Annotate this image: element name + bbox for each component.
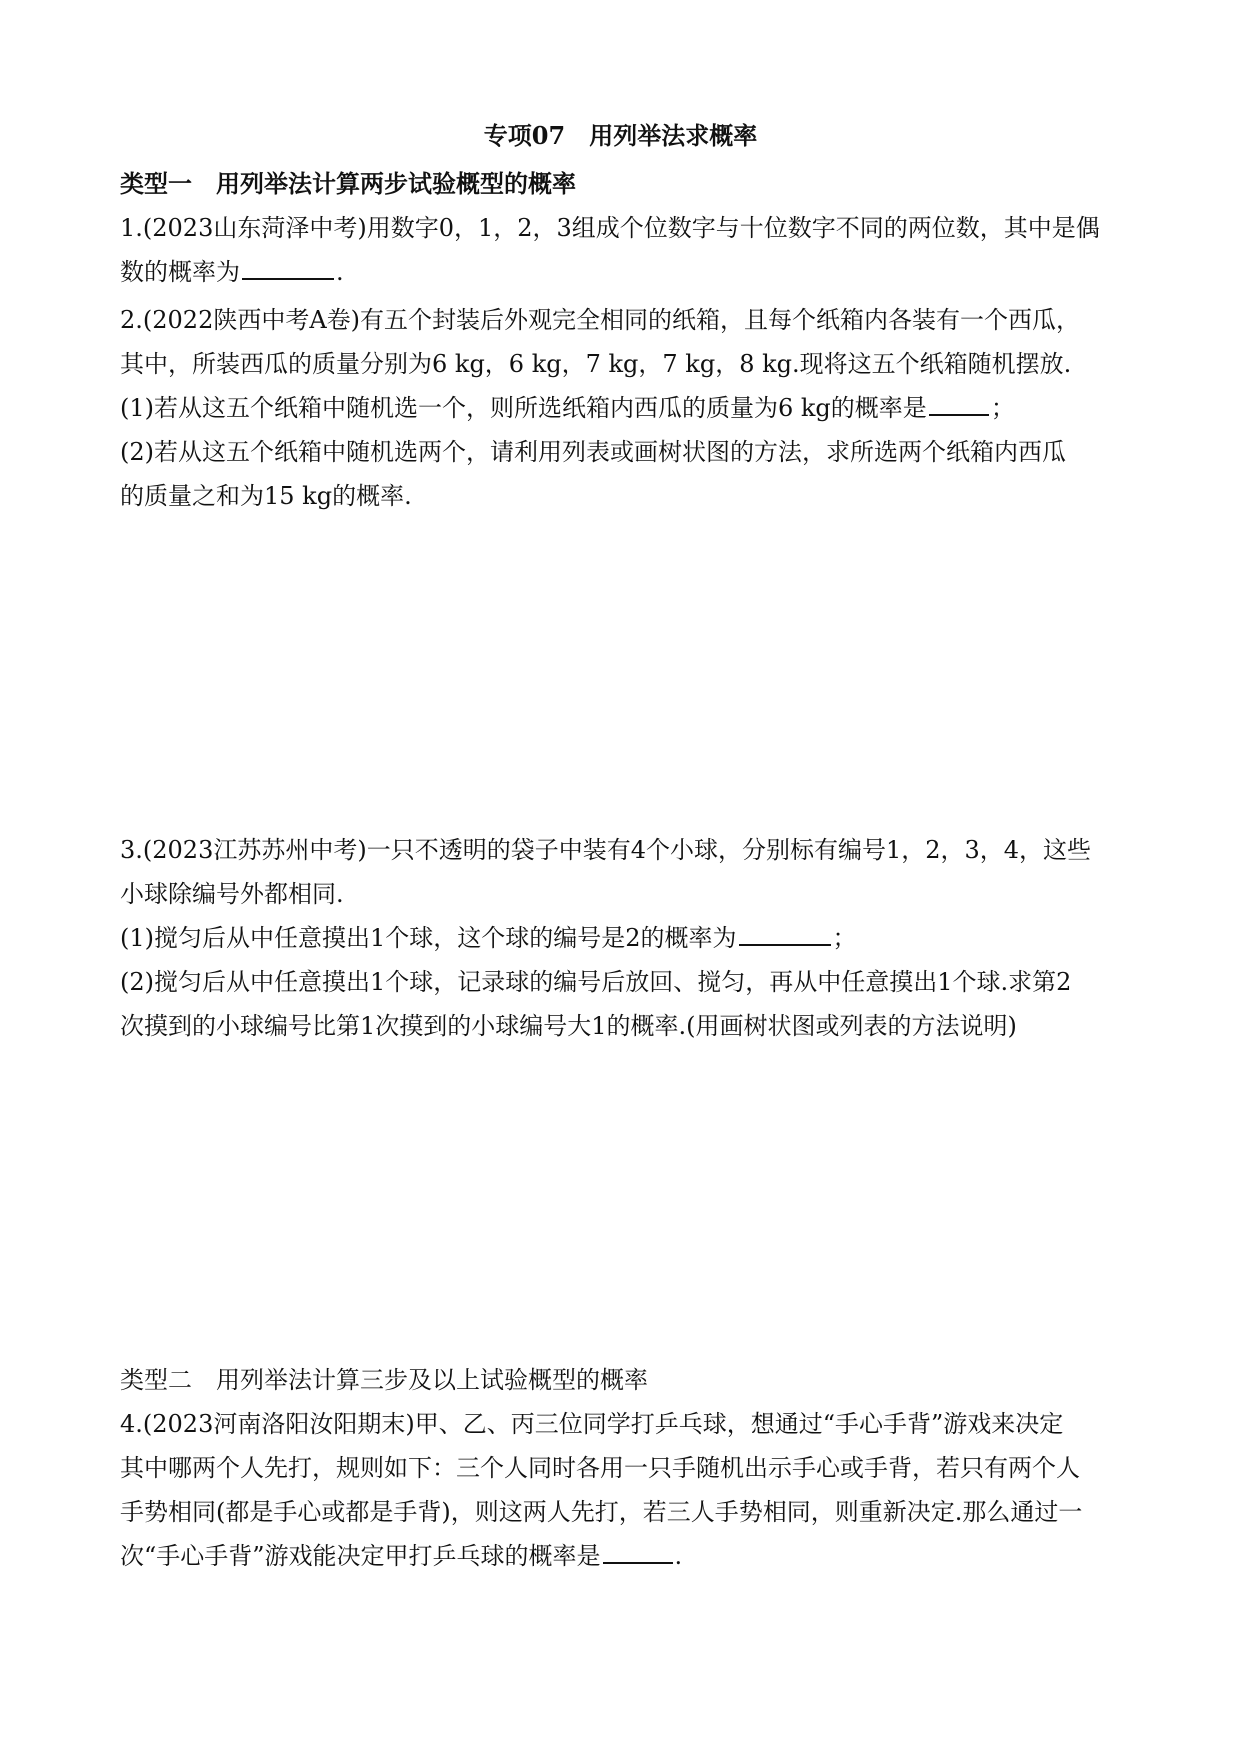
q1-line2-end: .	[336, 258, 344, 286]
answer-blank-q2-1[interactable]	[929, 413, 989, 416]
q3-sub2-line2: 次摸到的小球编号比第1次摸到的小球编号大1的概率.(用画树状图或列表的方法说明)	[120, 1012, 1017, 1040]
q2-line1: 2.(2022陕西中考A卷)有五个封装后外观完全相同的纸箱，且每个纸箱内各装有一个西瓜，	[120, 306, 1081, 334]
q2-line2: 其中，所装西瓜的质量分别为6 kg，6 kg，7 kg，7 kg，8 kg.现将这五个纸箱随机摆放.	[120, 350, 1072, 378]
q3-line1: 3.(2023江苏苏州中考)一只不透明的袋子中装有4个小球，分别标有编号1，2，3，4，这些	[120, 836, 1092, 864]
q2-sub1-text: (1)若从这五个纸箱中随机选一个，则所选纸箱内西瓜的质量为6 kg的概率是	[120, 394, 927, 422]
type2-heading: 类型二 用列举法计算三步及以上试验概型的概率	[120, 1366, 648, 1394]
q4-line4	[120, 1534, 1130, 1578]
answer-blank-q1[interactable]	[242, 277, 334, 280]
q1-line1: 1.(2023山东菏泽中考)用数字0，1，2，3组成个位数字与十位数字不同的两位数，其中是偶	[120, 214, 1100, 242]
q4-line4-text: 次“手心手背”游戏能决定甲打乒乓球的概率是	[120, 1542, 601, 1570]
type1-section	[120, 166, 1130, 202]
page-title: 专项07 用列举法求概率	[483, 121, 758, 150]
q4-line4-end: .	[674, 1542, 683, 1570]
q4-line2: 其中哪两个人先打，规则如下：三个人同时各用一只手随机出示手心或手背，若只有两个人	[120, 1454, 1080, 1482]
q3-sub2-line1: (2)搅匀后从中任意摸出1个球，记录球的编号后放回、搅匀，再从中任意摸出1个球.求第2	[120, 968, 1072, 996]
type2-section	[120, 1362, 1130, 1398]
question-1	[120, 206, 1130, 294]
q3-sub1-text: (1)搅匀后从中任意摸出1个球，这个球的编号是2的概率为	[120, 924, 737, 952]
question-3	[120, 828, 1130, 1048]
q2-sub2-line2: 的质量之和为15 kg的概率.	[120, 482, 412, 510]
question-4	[120, 1402, 1130, 1578]
q1-line2-text: 数的概率为	[120, 258, 240, 286]
q3-sub1-end: ；	[832, 924, 857, 952]
q3-line2: 小球除编号外都相同.	[120, 880, 344, 908]
type1-heading: 类型一 用列举法计算两步试验概型的概率	[120, 169, 576, 198]
question-2	[120, 298, 1130, 518]
answer-blank-q3-1[interactable]	[739, 943, 831, 946]
q1-line2	[120, 250, 1130, 294]
q2-sub1	[120, 386, 1130, 430]
q4-line1: 4.(2023河南洛阳汝阳期末)甲、乙、丙三位同学打乒乓球，想通过“手心手背”游戏来决定	[120, 1410, 1064, 1438]
q4-line3: 手势相同(都是手心或都是手背)，则这两人先打，若三人手势相同，则重新决定.那么通过一	[120, 1498, 1083, 1526]
q3-sub1	[120, 916, 1130, 960]
q2-sub2-line1: (2)若从这五个纸箱中随机选两个，请利用列表或画树状图的方法，求所选两个纸箱内西瓜	[120, 438, 1066, 466]
answer-blank-q4[interactable]	[603, 1561, 673, 1564]
q2-sub1-end: ；	[990, 394, 1015, 422]
